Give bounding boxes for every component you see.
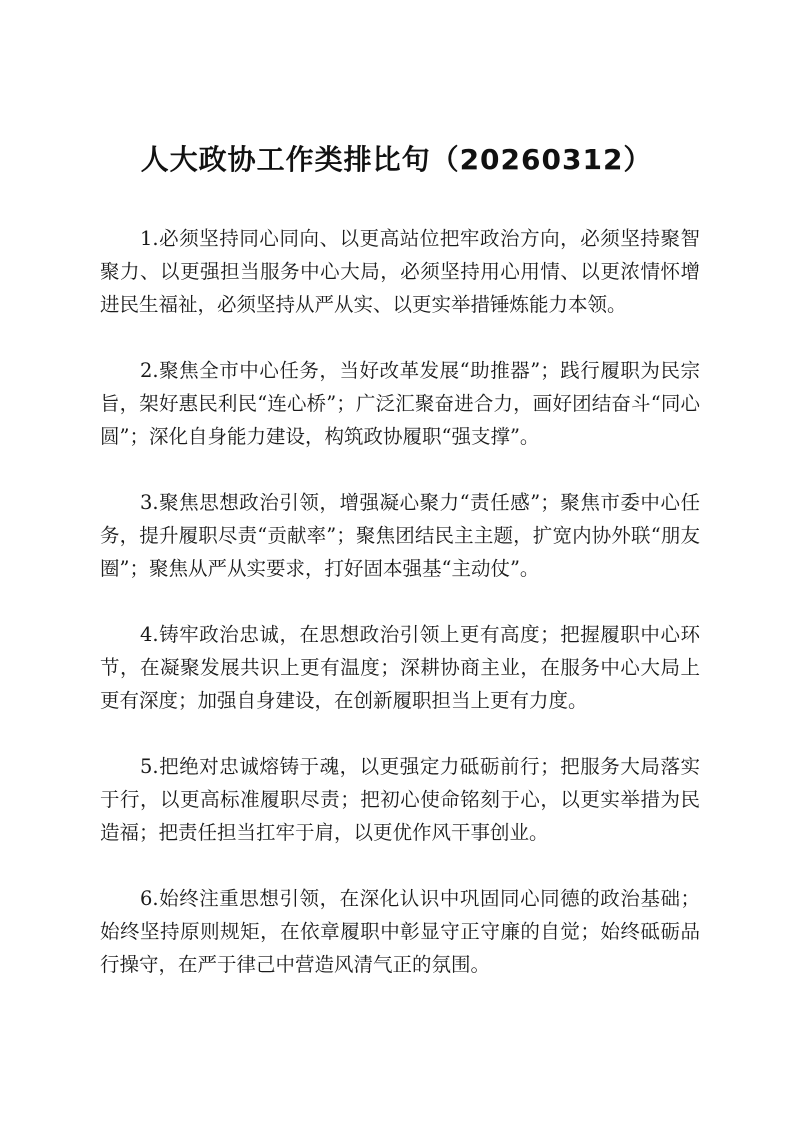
paragraph-4: 4.铸牢政治忠诚，在思想政治引领上更有高度；把握履职中心环节，在凝聚发展共识上更有温度；深耕协商主业，在服务中心大局上更有深度；加强自身建设，在创新履职担当上更有力度。 xyxy=(100,623,700,712)
paragraph-2: 2.聚焦全市中心任务，当好改革发展“助推器”；践行履职为民宗旨，架好惠民利民“连心桥”；广泛汇聚奋进合力，画好团结奋斗“同心圆”；深化自身能力建设，构筑政协履职“强支撑”。 xyxy=(100,359,700,448)
document-body xyxy=(100,222,700,1014)
paragraph-3: 3.聚焦思想政治引领，增强凝心聚力“责任感”；聚焦市委中心任务，提升履职尽责“贡献率”；聚焦团结民主主题，扩宽内协外联“朋友圈”；聚焦从严从实要求，打好固本强基“主动仗”。 xyxy=(100,491,700,580)
document-title: 人大政协工作类排比句（20260312） xyxy=(140,143,653,176)
paragraph-5: 5.把绝对忠诚熔铸于魂，以更强定力砥砺前行；把服务大局落实于行，以更高标准履职尽责；把初心使命铭刻于心，以更实举措为民造福；把责任担当扛牢于肩，以更优作风干事创业。 xyxy=(100,755,700,844)
paragraph-6: 6.始终注重思想引领，在深化认识中巩固同心同德的政治基础；始终坚持原则规矩，在依章履职中彰显守正守廉的自觉；始终砥砺品行操守，在严于律己中营造风清气正的氛围。 xyxy=(100,887,700,976)
paragraph-1: 1.必须坚持同心同向、以更高站位把牢政治方向，必须坚持聚智聚力、以更强担当服务中心大局，必须坚持用心用情、以更浓情怀增进民生福祉，必须坚持从严从实、以更实举措锤炼能力本领。 xyxy=(100,227,700,316)
